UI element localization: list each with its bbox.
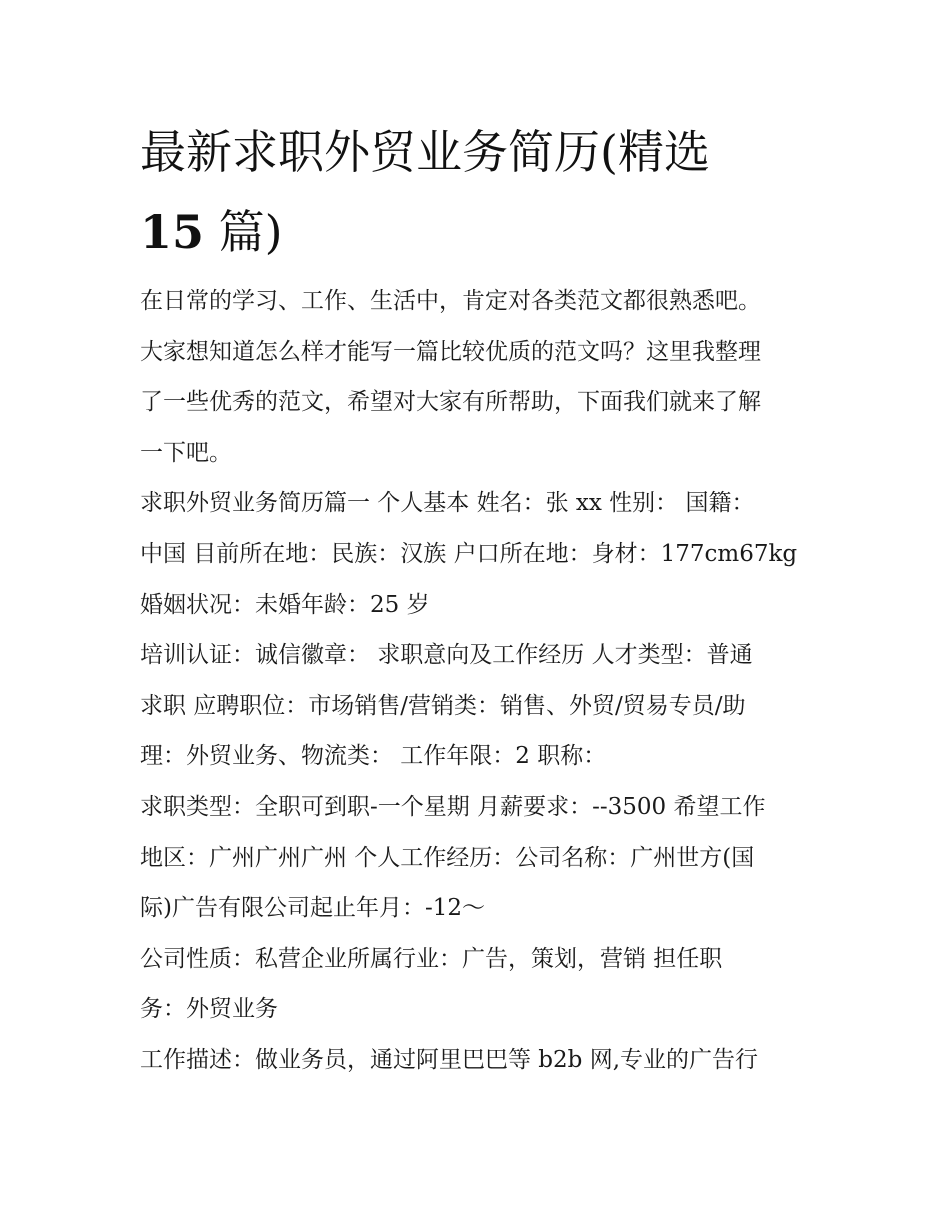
text-line: 公司性质：私营企业所属行业：广告，策划，营销 担任职 — [140, 945, 723, 972]
text-line: 理：外贸业务、物流类： 工作年限：2 职称： — [140, 743, 607, 770]
text-line: 一下吧。 — [140, 439, 232, 466]
text-line: 求职类型：全职可到职-一个星期 月薪要求：--3500 希望工作 — [140, 793, 766, 820]
text-line: 培训认证：诚信徽章： 求职意向及工作经历 人才类型：普通 — [140, 642, 753, 669]
text-line: 大家想知道怎么样才能写一篇比较优质的范文吗？这里我整理 — [140, 338, 761, 365]
body-text — [140, 276, 820, 1086]
title-line-1: 最新求职外贸业务简历(精选 — [140, 125, 710, 179]
text-line: 地区：广州广州广州 个人工作经历：公司名称：广州世方(国 — [140, 844, 755, 871]
text-line: 婚姻状况：未婚年龄：25 岁 — [140, 591, 430, 618]
text-line: 了一些优秀的范文，希望对大家有所帮助，下面我们就来了解 — [140, 389, 761, 416]
title-count: 15 — [140, 205, 205, 259]
title-suffix: 篇) — [204, 205, 283, 259]
title-line-2 — [140, 192, 820, 272]
text-line: 求职 应聘职位：市场销售/营销类：销售、外贸/贸易专员/助 — [140, 692, 746, 719]
text-line: 在日常的学习、工作、生活中，肯定对各类范文都很熟悉吧。 — [140, 288, 761, 314]
text-line: 务：外贸业务 — [140, 996, 278, 1023]
text-line: 际)广告有限公司起止年月：-12～ — [140, 895, 486, 922]
text-line: 求职外贸业务简历篇一 个人基本 姓名：张 xx 性别： 国籍： — [140, 490, 755, 517]
text-line: 工作描述：做业务员，通过阿里巴巴等 b2b 网,专业的广告行 — [140, 1046, 759, 1073]
text-line: 中国 目前所在地：民族：汉族 户口所在地：身材：177cm67kg — [140, 540, 798, 567]
page-title — [140, 112, 820, 272]
